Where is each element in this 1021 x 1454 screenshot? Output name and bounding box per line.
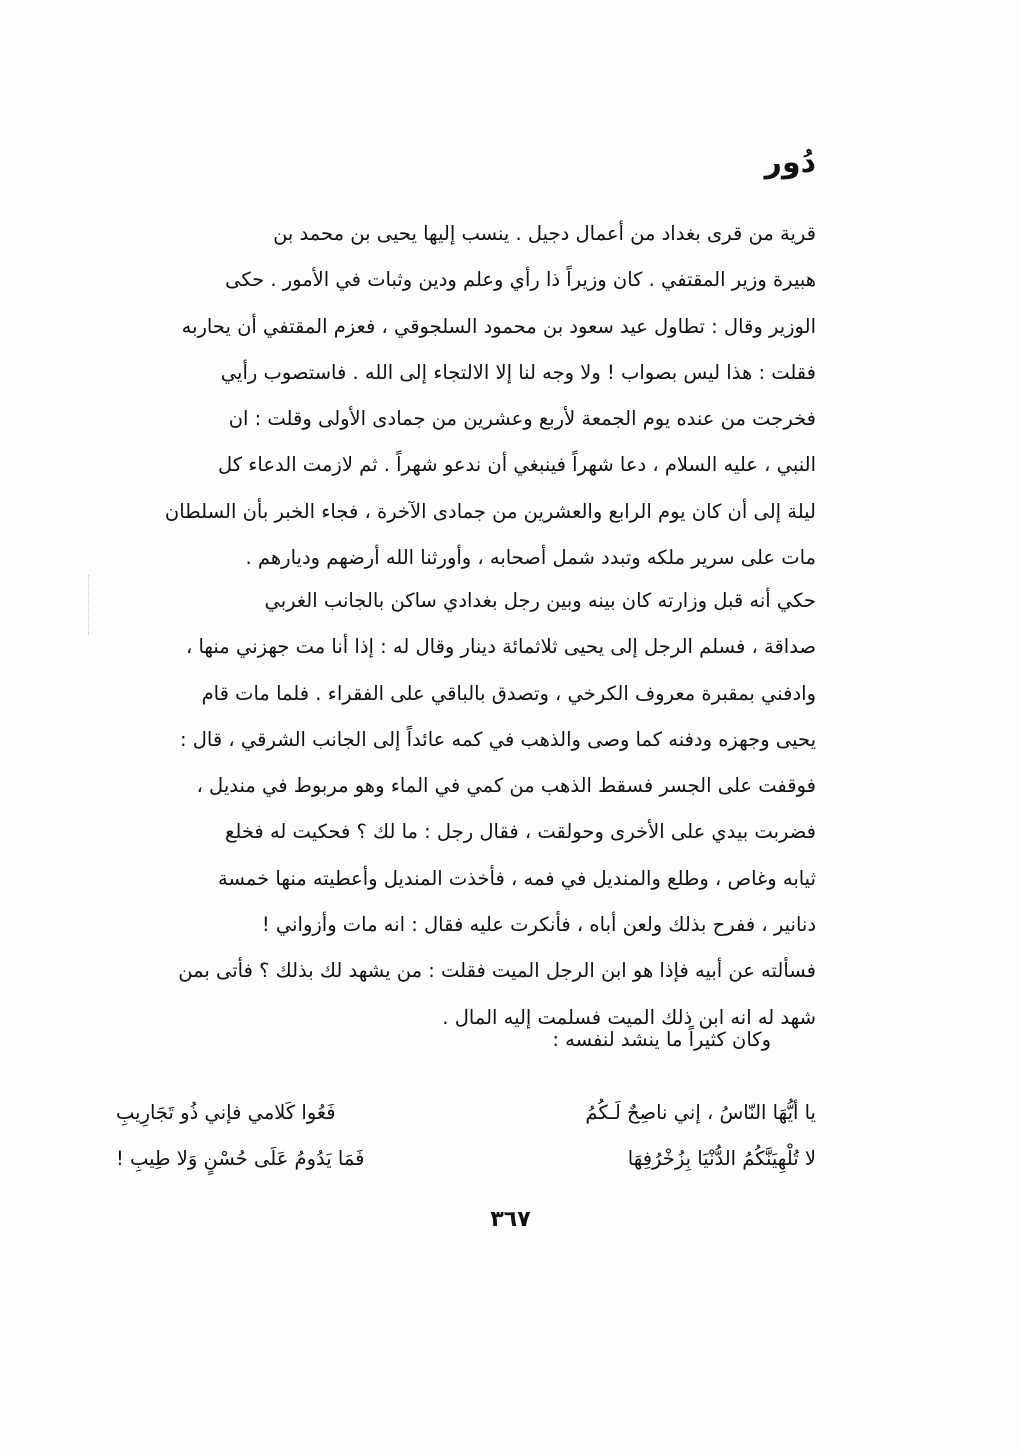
verse-introduction: وكان كثيراً ما ينشد لنفسه : [552,1028,771,1051]
text-line: فسألته عن أبيه فإذا هو ابن الرجل الميت فقلت : من يشهد لك بذلك ؟ فأتى بمن [178,959,816,983]
text-line: ليلة إلى أن كان يوم الرابع والعشرين من جمادى الآخرة ، فجاء الخبر بأن السلطان [164,499,816,523]
text-line: فضربت بيدي على الأخرى وحولقت ، فقال رجل : ما لك ؟ فحكيت له فخلع [225,820,816,844]
text-line: فخرجت من عنده يوم الجمعة لأربع وعشرين من جمادى الأولى وقلت : ان [228,407,816,431]
entry-heading: دُور [764,145,816,180]
poem-verse [116,1090,816,1136]
poem [116,1090,816,1182]
paragraph-anecdote [116,578,816,1041]
verse-first-hemistich: لا تُلْهِيَنَّكُمُ الدُّنْيَا بِزُخْرُفِهَا [627,1147,816,1170]
text-line: هبيرة وزير المقتفي . كان وزيراً ذا رأي وعلم ودين وثبات في الأمور . حكى [225,268,816,292]
verse-first-hemistich: يا أيُّهَا النّاسُ ، إني ناصِحٌ لَـكُمُ [585,1101,816,1124]
text-line: قرية من قرى بغداد من أعمال دجيل . ينسب إليها يحيى بن محمد بن [273,222,816,245]
text-line: وادفني بمقبرة معروف الكرخي ، وتصدق بالباقي على الفقراء . فلما مات قام [201,681,816,705]
text-line: شهد له انه ابن ذلك الميت فسلمت إليه المال . [442,1005,816,1029]
text-line: فقلت : هذا ليس بصواب ! ولا وجه لنا إلا الالتجاء إلى الله . فاستصوب رأيي [220,360,816,384]
verse-second-hemistich: فَعُوا كَلامي فإني ذُو تَجَارِيبِ [116,1101,336,1124]
text-line: حكي أنه قبل وزارته كان بينه وبين رجل بغدادي ساكن بالجانب الغربي [264,589,816,612]
text-line: فوقفت على الجسر فسقط الذهب من كمي في الماء وهو مربوط في منديل ، [196,774,816,798]
text-line: النبي ، عليه السلام ، دعا شهراً فينبغي أن ندعو شهراً . ثم لازمت الدعاء كل [218,453,816,477]
paragraph-village-description [116,211,816,581]
page-number: ٣٦٧ [490,1207,531,1232]
text-line: ثيابه وغاص ، وطلع والمنديل في فمه ، فأخذت المنديل وأعطيته منها خمسة [218,866,816,890]
text-line: صداقة ، فسلم الرجل إلى يحيى ثلاثمائة دينار وقال له : إذا أنا مت جهزني منها ، [186,635,816,659]
text-line: يحيى وجهزه ودفنه كما وصى والذهب في كمه عائداً إلى الجانب الشرقي ، قال : [180,727,816,751]
scan-margin-mark [88,575,92,635]
text-line: الوزير وقال : تطاول عيد سعود بن محمود السلجوقي ، فعزم المقتفي أن يحاربه [181,314,816,338]
text-line: دنانير ، ففرح بذلك ولعن أباه ، فأنكرت عليه فقال : انه مات وأزواني ! [261,913,816,937]
text-line: مات على سرير ملكه وتبدد شمل أصحابه ، وأورثنا الله أرضهم وديارهم . [245,546,816,570]
poem-verse [116,1136,816,1182]
verse-second-hemistich: فَمَا يَدُومُ عَلَى حُسْنٍ وَلا طِيبِ ! [116,1147,365,1170]
